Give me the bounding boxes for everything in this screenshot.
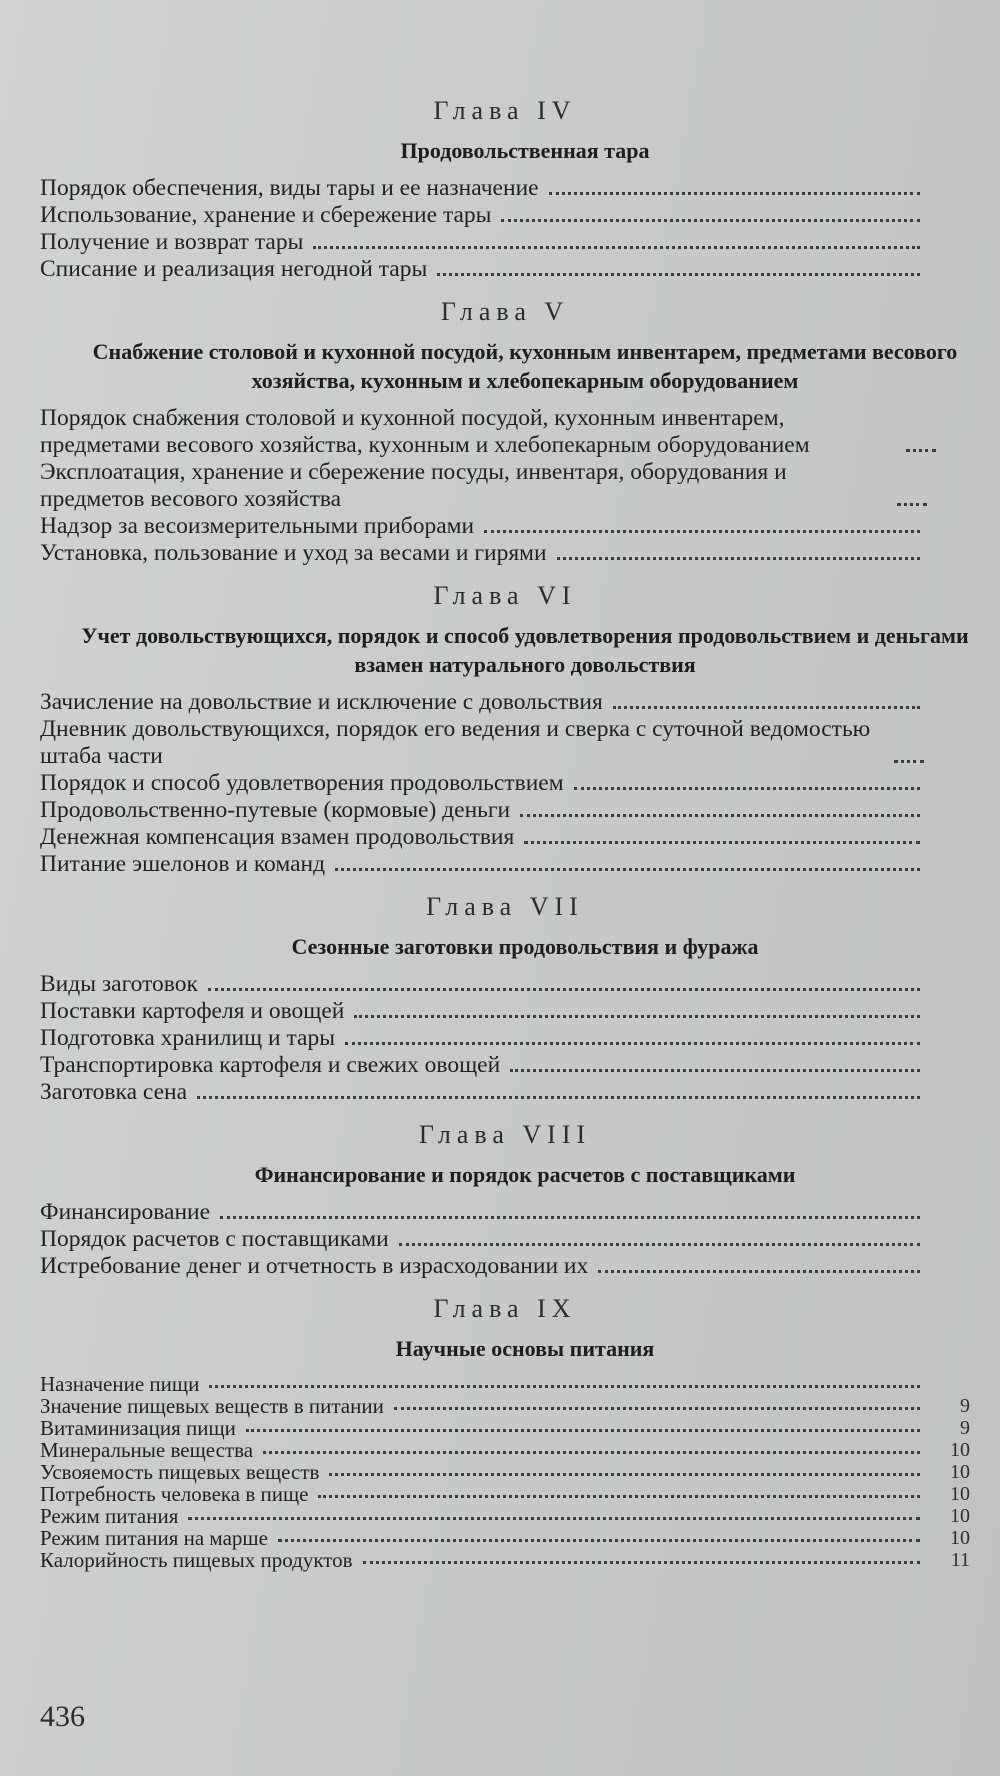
toc-entry	[40, 256, 970, 283]
toc-entry-text: Истребование денег и отчетность в израсходовании их	[40, 1253, 589, 1279]
dot-leader	[345, 1042, 920, 1045]
toc-entry-page: 10	[950, 1505, 970, 1527]
dot-leader	[598, 1270, 920, 1273]
toc-entry-text: Порядок обеспечения, виды тары и ее назначение	[40, 175, 539, 201]
toc-entry-text: Подготовка хранилищ и тары	[40, 1025, 336, 1051]
dot-leader	[510, 1069, 920, 1072]
chapter-title: Продовольственная тара	[400, 138, 650, 163]
toc-entry	[40, 797, 970, 824]
toc-entry-list	[40, 689, 970, 878]
toc-entry	[40, 1373, 970, 1395]
toc-entry-page: 9	[960, 1395, 970, 1417]
dot-leader	[208, 988, 920, 991]
toc-entry-text: Надзор за весоизмерительными приборами	[40, 513, 475, 539]
toc-entry-text: Продовольственно-путевые (кормовые) деньги	[40, 797, 511, 823]
dot-leader	[437, 273, 920, 276]
dot-leader	[394, 1407, 920, 1410]
toc-entry	[40, 1199, 970, 1226]
toc-entry-text: Зачисление на довольствие и исключение с довольствия	[40, 689, 603, 715]
toc-entry	[40, 1549, 970, 1571]
toc-entry-text: Порядок снабжения столовой и кухонной посудой, кухонным инвентарем, предметами весового хозяйства, кухонным и хлебопекарным оборудованием	[40, 405, 810, 458]
dot-leader	[197, 1096, 920, 1099]
toc-entry-text: Денежная компенсация взамен продовольствия	[40, 824, 515, 850]
chapter-title: Сезонные заготовки продовольствия и фуража	[291, 934, 759, 959]
dot-leader	[246, 1429, 920, 1432]
toc-entry	[40, 824, 970, 851]
chapter-title: Научные основы питания	[395, 1336, 655, 1361]
toc-entry	[40, 971, 970, 998]
dot-leader	[188, 1517, 920, 1520]
chapter-title: Учет довольствующихся, порядок и способ удовлетворения продовольствием и деньгами взамен натурального довольствия	[81, 623, 969, 677]
toc-entry-text: Транспортировка картофеля и свежих овощей	[40, 1052, 501, 1078]
chapter-heading: Глава IV	[433, 96, 577, 125]
toc-entry-text: Эксплоатация, хранение и сбережение посуды, инвентаря, оборудования и предметов весового хозяйства	[40, 459, 787, 512]
dot-leader	[278, 1539, 920, 1542]
toc-entry-list	[40, 971, 970, 1106]
dot-leader	[329, 1473, 920, 1476]
dot-leader	[574, 787, 920, 790]
toc-entry-list	[40, 175, 970, 283]
toc-entry	[40, 1395, 970, 1417]
toc-section	[40, 892, 970, 1106]
dot-leader	[520, 814, 920, 817]
toc-entry-page: 11	[950, 1549, 970, 1571]
dot-leader	[549, 192, 920, 195]
toc-entry	[40, 1439, 970, 1461]
toc-entry-text: Финансирование	[40, 1199, 211, 1225]
toc-entry	[40, 1052, 970, 1079]
toc-entry-text: Потребность человека в пище	[40, 1482, 309, 1506]
toc-entry	[40, 202, 970, 229]
toc-entry-text: Заготовка сена	[40, 1079, 188, 1105]
toc-entry	[40, 229, 970, 256]
dot-leader	[220, 1216, 920, 1219]
toc-entry-text: Установка, пользование и уход за весами и гирями	[40, 540, 547, 566]
toc-entry-text: Порядок и способ удовлетворения продовольствием	[40, 770, 564, 796]
toc-entry-text: Виды заготовок	[40, 971, 198, 997]
toc-entry-text: Усвояемость пищевых веществ	[40, 1460, 320, 1484]
toc-entry-text: Получение и возврат тары	[40, 229, 304, 255]
dot-leader	[363, 1561, 920, 1564]
chapter-title: Финансирование и порядок расчетов с поставщиками	[254, 1162, 796, 1187]
toc-entry	[40, 1025, 970, 1052]
toc-entry	[40, 689, 970, 716]
dot-leader	[313, 246, 920, 249]
page-number: 436	[40, 1700, 85, 1733]
toc-entry	[40, 770, 970, 797]
toc-entry	[40, 1079, 970, 1106]
dot-leader	[354, 1015, 920, 1018]
toc-entry-text: Назначение пищи	[40, 1372, 200, 1396]
dot-leader	[501, 219, 920, 222]
chapter-heading: Глава IX	[433, 1294, 577, 1323]
toc-entry-page: 10	[950, 1439, 970, 1461]
toc-entry-list	[40, 1199, 970, 1280]
toc-entry	[40, 459, 970, 513]
toc-entry-text: Значение пищевых веществ в питании	[40, 1394, 384, 1418]
dot-leader	[557, 557, 920, 560]
toc-entry-page: 9	[960, 1417, 970, 1439]
dot-leader	[399, 1243, 920, 1246]
toc-entry-text: Режим питания	[40, 1504, 179, 1528]
toc-entry-text: Дневник довольствующихся, порядок его ведения и сверка с суточной ведомостью штаба части	[40, 716, 871, 769]
dot-leader	[335, 868, 920, 871]
toc-entry	[40, 1417, 970, 1439]
toc-entry-page: 10	[950, 1527, 970, 1549]
toc-entry-list	[40, 1373, 970, 1571]
toc-entry	[40, 1527, 970, 1549]
dot-leader	[906, 449, 936, 452]
chapter-heading: Глава VIII	[418, 1120, 592, 1149]
chapter-title: Снабжение столовой и кухонной посудой, кухонным инвентарем, предметами весового хозяйства, кухонным и хлебопекарным оборудованием	[92, 339, 958, 393]
dot-leader	[524, 841, 920, 844]
chapter-heading: Глава VI	[433, 581, 577, 610]
toc-entry-list	[40, 405, 970, 567]
dot-leader	[209, 1385, 920, 1388]
dot-leader	[894, 760, 924, 763]
chapter-heading: Глава V	[440, 297, 570, 326]
toc-entry-text: Режим питания на марше	[40, 1526, 268, 1550]
table-of-contents	[40, 96, 970, 1585]
toc-entry	[40, 1505, 970, 1527]
toc-entry	[40, 1226, 970, 1253]
dot-leader	[318, 1495, 920, 1498]
toc-entry	[40, 1461, 970, 1483]
toc-entry	[40, 1253, 970, 1280]
toc-entry	[40, 1483, 970, 1505]
toc-entry-text: Списание и реализация негодной тары	[40, 256, 428, 282]
toc-section	[40, 297, 970, 567]
toc-entry-text: Питание эшелонов и команд	[40, 851, 326, 877]
toc-entry-text: Калорийность пищевых продуктов	[40, 1548, 353, 1572]
toc-entry-page: 10	[950, 1483, 970, 1505]
toc-section	[40, 581, 970, 878]
toc-entry	[40, 998, 970, 1025]
chapter-heading: Глава VII	[426, 892, 584, 921]
toc-entry-text: Порядок расчетов с поставщиками	[40, 1226, 389, 1252]
dot-leader	[897, 503, 927, 506]
dot-leader	[263, 1451, 920, 1454]
toc-section	[40, 1294, 970, 1571]
toc-entry	[40, 716, 970, 770]
toc-entry	[40, 513, 970, 540]
toc-entry	[40, 405, 970, 459]
toc-entry-text: Использование, хранение и сбережение тары	[40, 202, 492, 228]
toc-entry	[40, 540, 970, 567]
toc-entry-text: Минеральные вещества	[40, 1438, 254, 1462]
toc-entry-page: 10	[950, 1461, 970, 1483]
dot-leader	[484, 530, 920, 533]
toc-entry	[40, 851, 970, 878]
toc-section	[40, 96, 970, 283]
toc-entry-text: Витаминизация пищи	[40, 1416, 236, 1440]
dot-leader	[613, 706, 920, 709]
toc-section	[40, 1120, 970, 1280]
toc-entry	[40, 175, 970, 202]
toc-entry-text: Поставки картофеля и овощей	[40, 998, 345, 1024]
